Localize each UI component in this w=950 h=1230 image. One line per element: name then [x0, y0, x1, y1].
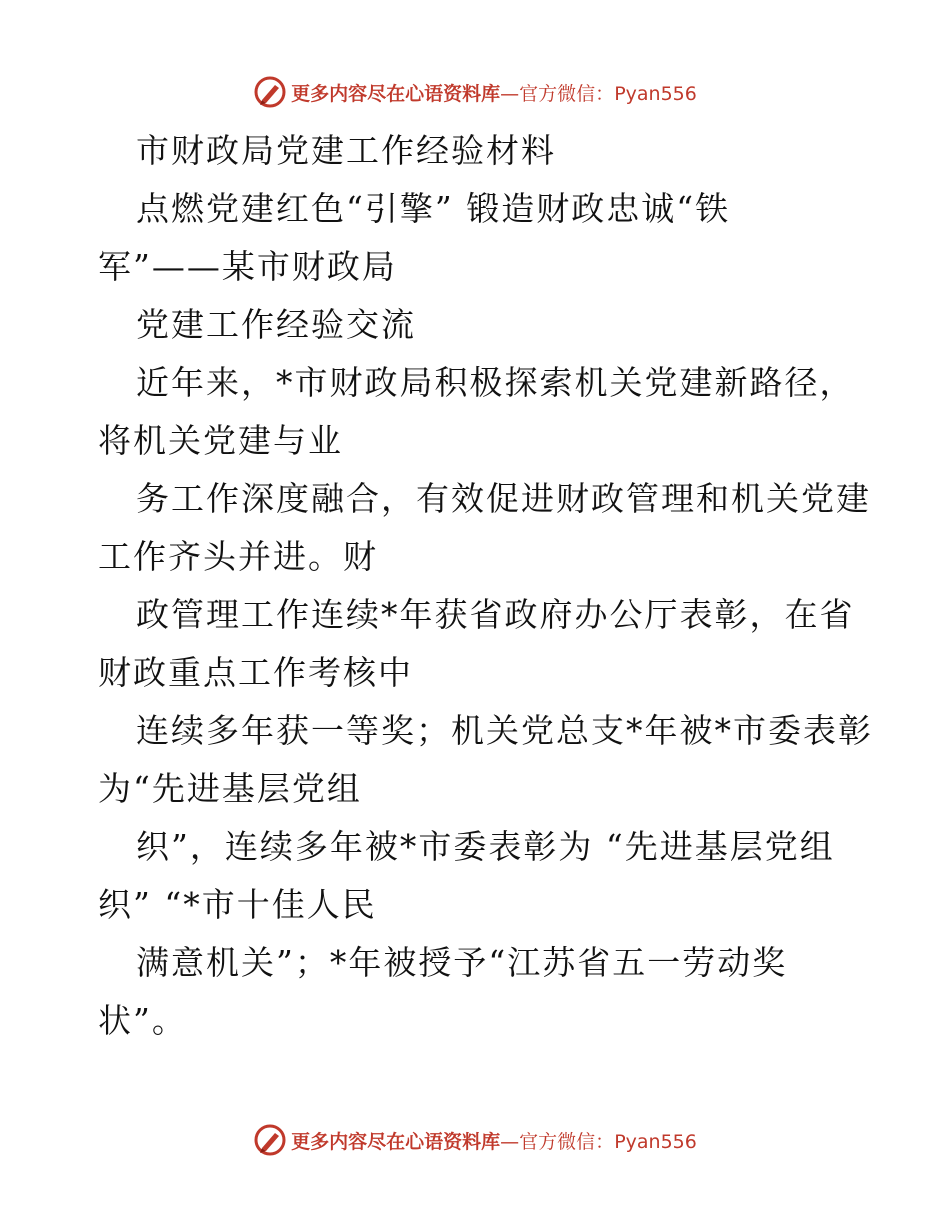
doc-line: 政管理工作连续*年获省政府办公厅表彰，在省 [136, 595, 855, 634]
doc-line: 将机关党建与业 [98, 421, 343, 460]
banner-official-label: 官方微信： [519, 82, 615, 105]
header-banner [0, 72, 950, 112]
banner-wechat-id: Pyan556 [614, 82, 697, 105]
doc-line: 工作齐头并进。财 [98, 537, 378, 576]
doc-line: 状”。 [98, 1001, 187, 1040]
doc-line: 织” “*市十佳人民 [98, 885, 377, 924]
banner-official-label: 官方微信： [519, 1130, 615, 1153]
doc-line: 织”，连续多年被*市委表彰为 “先进基层党组 [136, 827, 835, 866]
doc-line: 近年来，*市财政局积极探索机关党建新路径， [136, 363, 855, 402]
pen-logo-icon [253, 1123, 287, 1157]
doc-line: 点燃党建红色“引擎” 锻造财政忠诚“铁 [136, 189, 731, 228]
doc-line: 务工作深度融合，有效促进财政管理和机关党建 [136, 479, 871, 518]
doc-line: 满意机关”；*年被授予“江苏省五一劳动奖 [136, 943, 788, 982]
doc-line: 财政重点工作考核中 [98, 653, 413, 692]
banner-dash: — [500, 1130, 520, 1153]
banner-brand: 更多内容尽在心语资料库 [291, 1130, 501, 1153]
banner-text [291, 1127, 697, 1154]
doc-line: 市财政局党建工作经验材料 [136, 131, 556, 170]
doc-line: 连续多年获一等奖；机关党总支*年被*市委表彰 [136, 711, 873, 750]
document-body [98, 122, 873, 1050]
pen-logo-icon [253, 75, 287, 109]
footer-banner [0, 1120, 950, 1160]
banner-dash: — [500, 82, 520, 105]
doc-line: 党建工作经验交流 [136, 305, 416, 344]
doc-line: 军”——某市财政局 [98, 247, 397, 286]
banner-wechat-id: Pyan556 [614, 1130, 697, 1153]
doc-line: 为“先进基层党组 [98, 769, 362, 808]
banner-text [291, 79, 697, 106]
banner-brand: 更多内容尽在心语资料库 [291, 82, 501, 105]
